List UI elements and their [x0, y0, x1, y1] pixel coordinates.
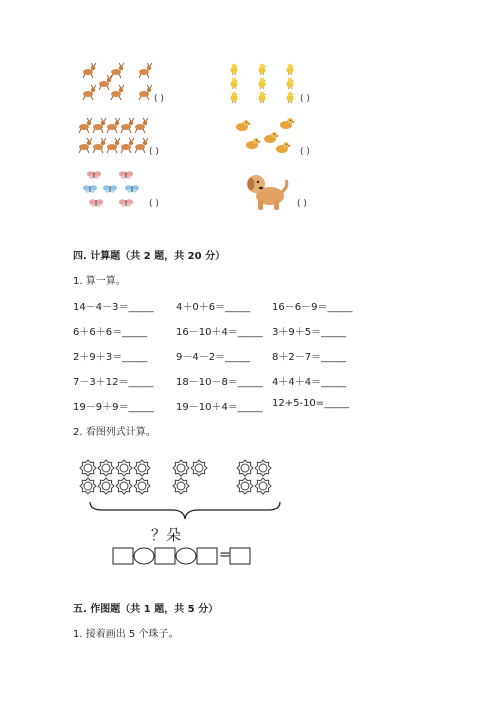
answer-blank[interactable]: ( ): [300, 94, 310, 104]
equation: 19－9＋9＝_____: [73, 402, 154, 413]
deer-icon: [78, 60, 158, 108]
equals-sign: =: [219, 547, 231, 563]
equation: 16－6－9＝_____: [272, 302, 353, 313]
equation: 16－10＋4＝_____: [176, 327, 263, 338]
section-title: 五. 作图题（共 1 题，共 5 分）: [73, 604, 219, 615]
answer-blank[interactable]: ( ): [154, 94, 164, 104]
answer-blank[interactable]: ( ): [300, 147, 310, 157]
equation: 14－4－3＝_____: [73, 302, 154, 313]
butterfly-icon: [82, 168, 144, 210]
brace: [88, 500, 282, 526]
flower-icon: [234, 458, 276, 496]
answer-blank[interactable]: ( ): [149, 199, 159, 209]
question-label: 1. 算一算。: [73, 276, 126, 287]
chick-icon: [224, 60, 304, 108]
equation: 18－10－8＝_____: [176, 377, 263, 388]
equation: 19－10＋4＝_____: [176, 402, 263, 413]
question-label: 1. 接着画出 5 个珠子。: [73, 629, 179, 640]
equation-template[interactable]: [112, 546, 254, 566]
equation: 2＋9＋3＝_____: [73, 352, 148, 363]
dog-icon: [244, 168, 290, 212]
equation: 7－3＋12＝_____: [73, 377, 154, 388]
equation: 9－4－2＝_____: [176, 352, 251, 363]
equation: 4＋4＋4＝_____: [272, 377, 347, 388]
equation: 4＋0＋6＝_____: [176, 302, 251, 313]
question-mark-label: ？朵: [151, 526, 182, 544]
equation: 8＋2－7＝_____: [272, 352, 347, 363]
section-title: 四. 计算题（共 2 题，共 20 分）: [73, 251, 226, 262]
question-label: 2. 看图列式计算。: [73, 427, 156, 438]
equation: 12+5-10=_____: [272, 398, 350, 409]
equation: 6＋6＋6＝_____: [73, 327, 148, 338]
equation: 3＋9＋5＝_____: [272, 327, 347, 338]
deer-icon: [78, 116, 150, 160]
answer-blank[interactable]: ( ): [297, 199, 307, 209]
answer-blank[interactable]: ( ): [149, 147, 159, 157]
flower-icon: [170, 458, 212, 496]
flower-icon: [78, 458, 158, 496]
duck-icon: [230, 114, 300, 156]
